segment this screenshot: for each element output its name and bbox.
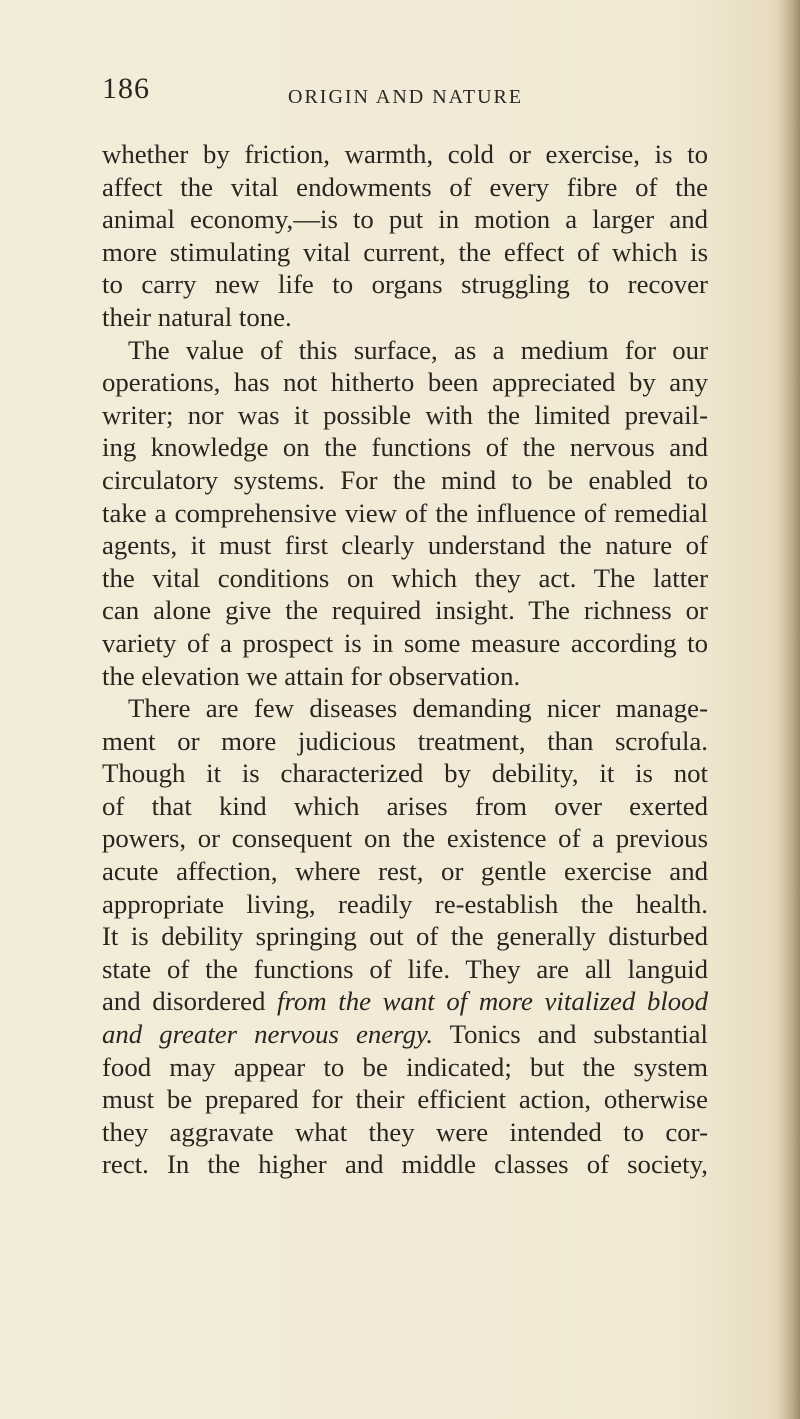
text-line: writer; nor was it possible with the limited prevail- bbox=[102, 399, 708, 430]
running-head: ORIGIN AND NATURE bbox=[288, 86, 524, 108]
text-line: appropriate living, readily re-establish the health. bbox=[102, 888, 708, 919]
text-run: Tonics and substantial bbox=[433, 1019, 708, 1050]
text-line: variety of a prospect is in some measure according to bbox=[102, 627, 708, 658]
text-line: It is debility springing out of the generally disturbed bbox=[102, 921, 708, 952]
text-line: affect the vital endowments of every fibre of the bbox=[102, 171, 708, 202]
text-line: the vital conditions on which they act. The latter bbox=[102, 562, 708, 593]
text-line: can alone give the required insight. The richness or bbox=[102, 595, 708, 626]
text-line: operations, has not hitherto been appreciated by any bbox=[102, 367, 708, 398]
paragraph-start-line: There are few diseases demanding nicer manage- bbox=[128, 693, 708, 724]
text-line: they aggravate what they were intended to cor- bbox=[102, 1116, 708, 1147]
text-run: and disordered bbox=[102, 986, 278, 1017]
text-line: must be prepared for their efficient action, otherwise bbox=[102, 1084, 708, 1115]
text-line: powers, or consequent on the existence of a previous bbox=[102, 823, 708, 854]
text-line: agents, it must first clearly understand the nature of bbox=[102, 530, 708, 561]
text-line: rect. In the higher and middle classes of society, bbox=[102, 1149, 708, 1180]
text-line: animal economy,—is to put in motion a larger and bbox=[102, 204, 708, 235]
text-line: whether by friction, warmth, cold or exercise, is to bbox=[102, 139, 708, 169]
text-line: ing knowledge on the functions of the nervous and bbox=[102, 432, 708, 463]
text-line: Though it is characterized by debility, it is not bbox=[102, 758, 708, 789]
text-line bbox=[102, 985, 708, 1018]
text-line: ment or more judicious treatment, than scrofula. bbox=[102, 725, 708, 756]
body-text bbox=[102, 138, 708, 1181]
page-edge-shadow bbox=[778, 0, 800, 1419]
text-line: to carry new life to organs struggling to recover bbox=[102, 269, 708, 300]
italic-run: and greater nervous energy. bbox=[102, 1019, 434, 1050]
text-line: take a comprehensive view of the influence of remedial bbox=[102, 497, 708, 528]
text-line: state of the functions of life. They are all languid bbox=[102, 953, 708, 984]
text-line: circulatory systems. For the mind to be enabled to bbox=[102, 464, 708, 495]
text-line bbox=[102, 1018, 708, 1051]
text-line: the elevation we attain for observation. bbox=[102, 660, 521, 691]
text-line: their natural tone. bbox=[102, 301, 292, 332]
text-line: of that kind which arises from over exerted bbox=[102, 790, 708, 821]
text-line: more stimulating vital current, the effect of which is bbox=[102, 236, 708, 267]
page-header bbox=[102, 72, 712, 112]
text-line: food may appear to be indicated; but the system bbox=[102, 1051, 708, 1082]
page-number: 186 bbox=[102, 72, 150, 105]
text-line: acute affection, where rest, or gentle exercise and bbox=[102, 856, 708, 887]
italic-run: from the want of more vitalized blood bbox=[277, 986, 708, 1017]
paragraph-start-line: The value of this surface, as a medium for our bbox=[128, 334, 708, 365]
